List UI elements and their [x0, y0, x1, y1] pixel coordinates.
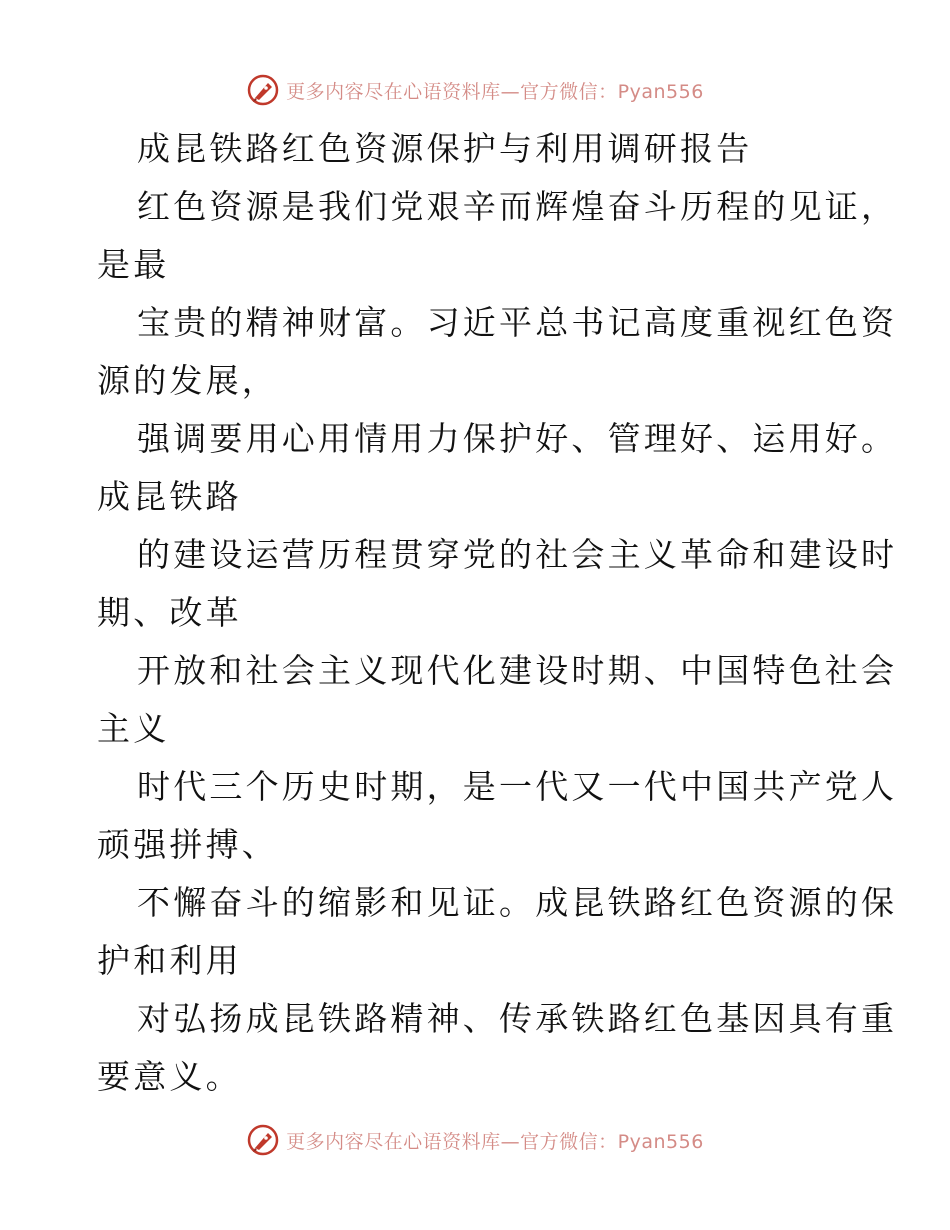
paragraph-line: 强调要用心用情用力保护好、管理好、运用好。	[137, 419, 898, 458]
paragraph-line: 顽强拼搏、	[97, 825, 278, 864]
paragraph-line: 开放和社会主义现代化建设时期、中国特色社会	[137, 651, 898, 690]
watermark-text: 更多内容尽在心语资料库—官方微信：Pyan556	[286, 80, 704, 103]
paragraph-line: 对弘扬成昆铁路精神、传承铁路红色基因具有重	[137, 999, 898, 1038]
paragraph-line: 要意义。	[97, 1057, 242, 1096]
pen-nib-logo-icon	[246, 73, 280, 107]
paragraph-line: 成昆铁路	[97, 477, 242, 516]
paragraph-line: 是最	[97, 245, 170, 284]
paragraph-line: 护和利用	[97, 941, 242, 980]
paragraph-line: 时代三个历史时期，是一代又一代中国共产党人	[137, 767, 898, 806]
paragraph-line: 源的发展，	[97, 361, 278, 400]
paragraph-line: 主义	[97, 709, 170, 748]
paragraph-line: 宝贵的精神财富。习近平总书记高度重视红色资	[137, 303, 898, 342]
footer-watermark-banner	[0, 1120, 950, 1160]
document-body	[97, 120, 898, 1106]
paragraph-line: 不懈奋斗的缩影和见证。成昆铁路红色资源的保	[137, 883, 898, 922]
paragraph-line: 期、改革	[97, 593, 242, 632]
pen-nib-logo-icon	[246, 1123, 280, 1157]
header-watermark-banner	[0, 70, 950, 110]
paragraph-line: 的建设运营历程贯穿党的社会主义革命和建设时	[137, 535, 898, 574]
paragraph-line: 红色资源是我们党艰辛而辉煌奋斗历程的见证，	[137, 187, 898, 226]
document-title: 成昆铁路红色资源保护与利用调研报告	[137, 129, 753, 168]
watermark-text: 更多内容尽在心语资料库—官方微信：Pyan556	[286, 1130, 704, 1153]
